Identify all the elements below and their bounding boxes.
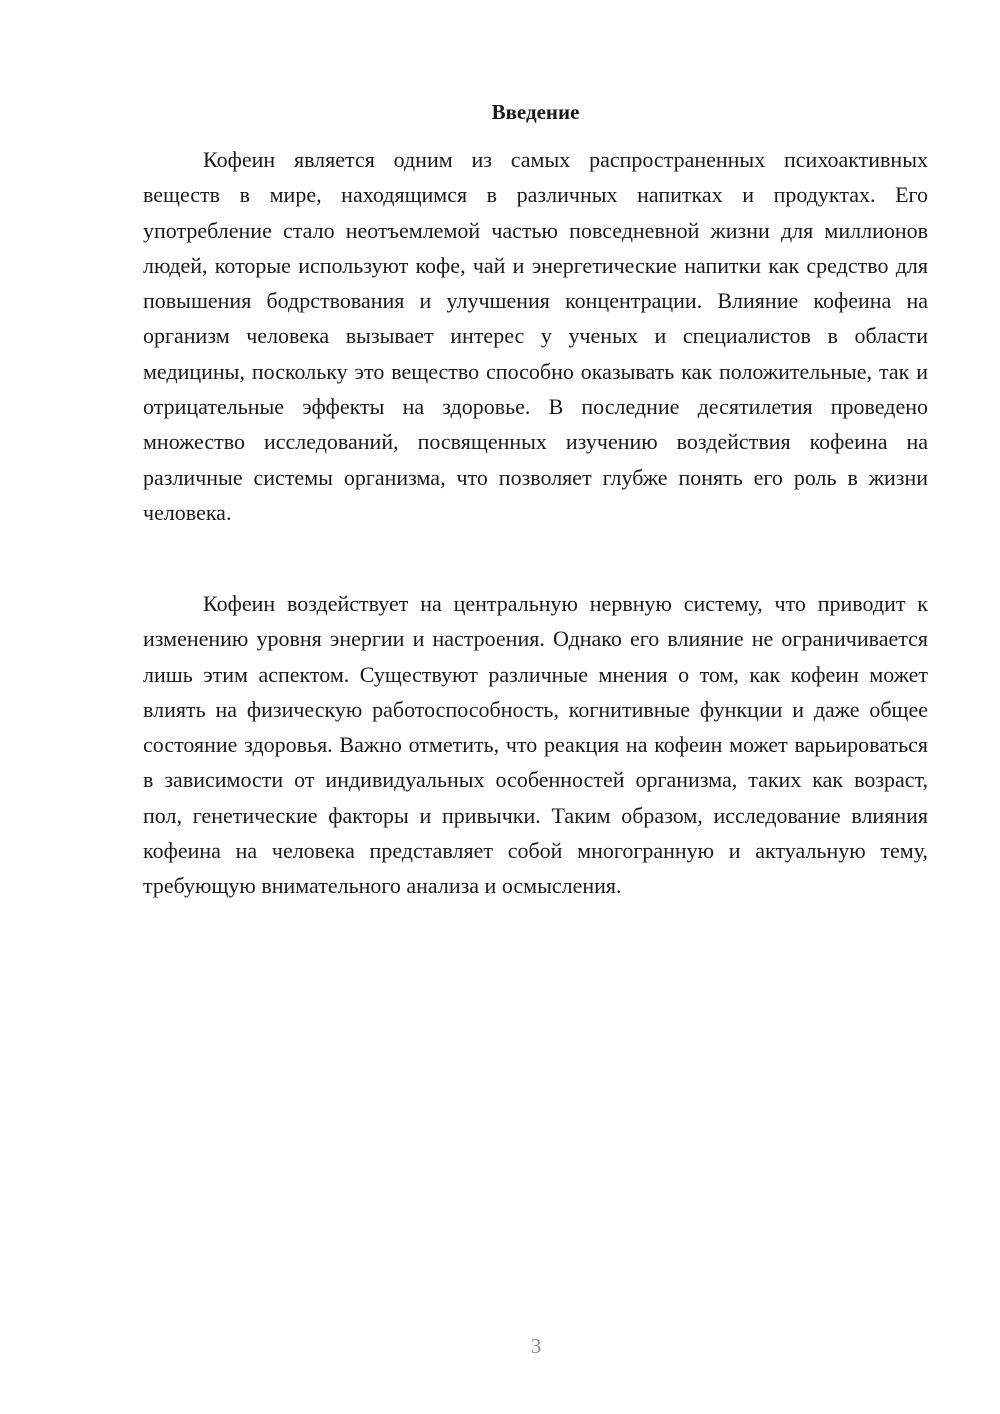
paragraph-1: Кофеин является одним из самых распространенных психоактивных веществ в мире, находящимся в различных напитках и продуктах. Его употребление стало неотъемлемой частью повседневной жизни для миллионов людей, которые используют кофе, чай и энергетические напитки как средство для повышения бодрствования и улучшения концентрации. Влияние кофеина на организм человека вызывает интерес у ученых и специалистов в области медицины, поскольку это вещество способно оказывать как положительные, так и отрицательные эффекты на здоровье. В последние десятилетия проведено множество исследований, посвященных изучению воздействия кофеина на различные системы организма, что позволяет глубже понять его роль в жизни человека.: [143, 147, 928, 525]
paragraph-2: Кофеин воздействует на центральную нервную систему, что приводит к изменению уровня энергии и настроения. Однако его влияние не ограничивается лишь этим аспектом. Существуют различные мнения о том, как кофеин может влиять на физическую работоспособность, когнитивные функции и даже общее состояние здоровья. Важно отметить, что реакция на кофеин может варьироваться в зависимости от индивидуальных особенностей организма, таких как возраст, пол, генетические факторы и привычки. Таким образом, исследование влияния кофеина на человека представляет собой многогранную и актуальную тему, требующую внимательного анализа и осмысления.: [143, 591, 928, 899]
section-title: Введение: [491, 100, 580, 124]
page-number: 3: [530, 1334, 542, 1358]
